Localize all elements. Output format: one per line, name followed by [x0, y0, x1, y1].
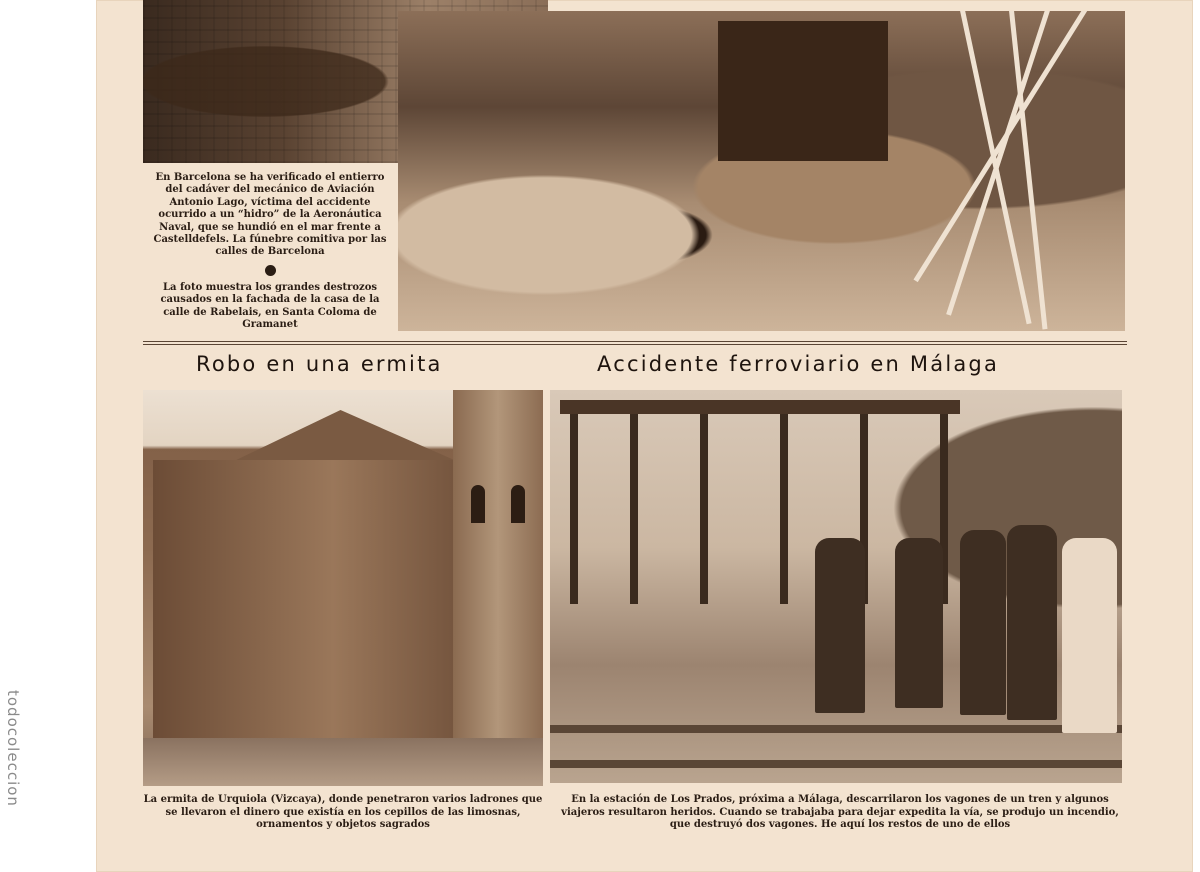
- church-wall: [153, 460, 453, 740]
- scaffold-pole: [1008, 11, 1047, 329]
- ground: [143, 738, 543, 786]
- top-captions: [143, 163, 397, 333]
- man-figure: [1062, 538, 1117, 733]
- bullet-separator: [265, 265, 276, 276]
- tower-window: [511, 485, 525, 523]
- right-headline: Accidente ferroviario en Málaga: [597, 352, 1000, 376]
- bell-tower: [453, 390, 543, 740]
- rule-top-double: [143, 344, 1127, 345]
- tower-window: [471, 485, 485, 523]
- rabelais-caption: La foto muestra los grandes destrozos causados en la fachada de la casa de la calle de Rabelais, en Santa Coloma de Gramanet: [160, 281, 380, 331]
- left-headline: Robo en una ermita: [196, 352, 443, 376]
- rail: [550, 760, 1122, 768]
- rule-top: [143, 341, 1127, 342]
- damaged-facade-photo: [398, 11, 1125, 331]
- train-wreck-photo: [550, 390, 1122, 783]
- worker-figure: [815, 538, 865, 713]
- worker-figure: [895, 538, 943, 708]
- barcelona-caption: En Barcelona se ha verificado el entierro del cadáver del mecánico de Aviación Antonio Lago, víctima del accidente ocurrido a un “hidro” de la Aeronáutica Naval, que se hundió en el mar frente a Castelldefels. La fúnebre comitiva por las calles de Barcelona: [153, 172, 387, 258]
- damaged-doorway: [718, 21, 888, 161]
- wagon-frame: [630, 414, 638, 604]
- wagon-frame: [570, 414, 578, 604]
- prados-caption: En la estación de Los Prados, próxima a Málaga, descarrilaron los vagones de un tren y algunos viajeros resultaron heridos. Cuando se trabajaba para dejar expedita la vía, se produjo un incendio, que destruyó dos vagones. He aquí los restos de uno de ellos: [561, 794, 1119, 830]
- wagon-frame: [780, 414, 788, 604]
- wagon-frame: [700, 414, 708, 604]
- urquiola-caption: La ermita de Urquiola (Vizcaya), donde penetraron varios ladrones que se llevaron el dinero que existía en los cepillos de las limosnas, ornamentos y objetos sagrados: [143, 794, 543, 830]
- guard-figure: [1007, 525, 1057, 720]
- church-photo: [143, 390, 543, 786]
- rail: [550, 725, 1122, 733]
- guard-figure: [960, 530, 1006, 715]
- watermark: [0, 690, 40, 860]
- watermark-text: todocoleccion: [4, 690, 22, 807]
